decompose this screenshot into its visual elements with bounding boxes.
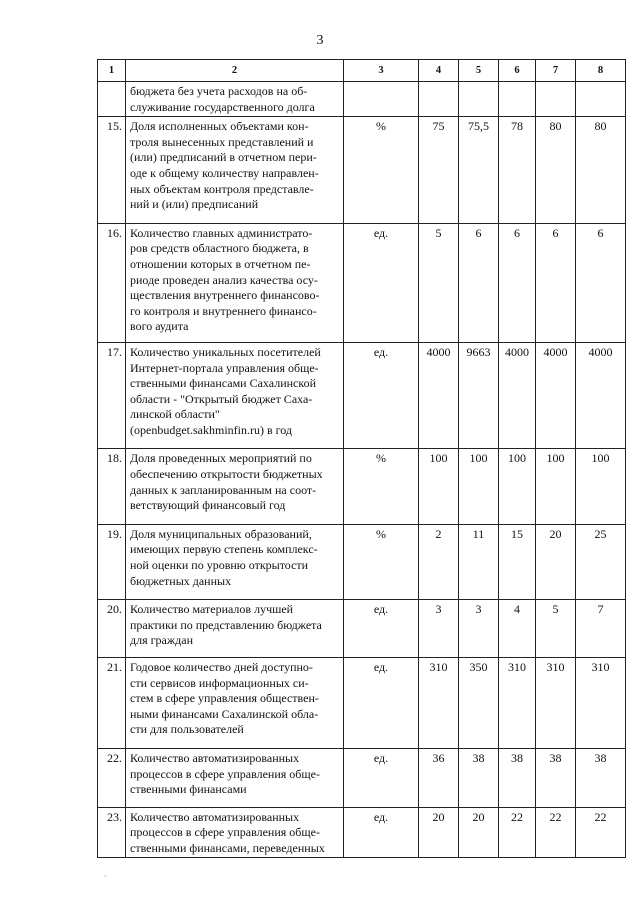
value-cell: 9663 [459, 342, 499, 449]
value-cell: 38 [576, 748, 626, 807]
row-number: 16. [98, 223, 126, 342]
value-cell: 38 [459, 748, 499, 807]
header-row [98, 60, 626, 82]
value-cell [576, 82, 626, 117]
value-cell: 22 [576, 807, 626, 857]
indicator-name: Доля исполненных объектами кон- троля вынесенных представлений и (или) предписаний в отчетном пери- оде к общему количеству направлен- ных объектам контроля представле- ний и (или) предписаний [126, 117, 344, 224]
value-cell: 6 [459, 223, 499, 342]
indicators-table [97, 59, 626, 858]
value-cell: 100 [576, 449, 626, 524]
indicator-name: Количество автоматизированных процессов в сфере управления обще- ственными финансами [126, 748, 344, 807]
row-number: 20. [98, 600, 126, 658]
value-cell: 11 [459, 524, 499, 599]
table-row [98, 524, 626, 599]
value-cell: 75 [419, 117, 459, 224]
value-cell: 350 [459, 658, 499, 749]
unit-cell: ед. [344, 342, 419, 449]
scan-mark: ˎ [104, 868, 107, 877]
row-number: 18. [98, 449, 126, 524]
value-cell: 78 [499, 117, 536, 224]
row-number: 17. [98, 342, 126, 449]
value-cell: 20 [419, 807, 459, 857]
value-cell: 22 [499, 807, 536, 857]
header-cell: 6 [499, 60, 536, 82]
value-cell: 100 [536, 449, 576, 524]
unit-cell [344, 82, 419, 117]
value-cell: 15 [499, 524, 536, 599]
value-cell [459, 82, 499, 117]
value-cell: 4000 [536, 342, 576, 449]
row-number: 21. [98, 658, 126, 749]
page-number: 3 [316, 33, 324, 48]
value-cell: 7 [576, 600, 626, 658]
unit-cell: ед. [344, 807, 419, 857]
row-number [98, 82, 126, 117]
indicator-name: бюджета без учета расходов на об- служивание государственного долга [126, 82, 344, 117]
row-number: 23. [98, 807, 126, 857]
header-cell: 8 [576, 60, 626, 82]
value-cell: 6 [536, 223, 576, 342]
indicator-name: Годовое количество дней доступно- сти сервисов информационных си- стем в сфере управления обществен- ными финансами Сахалинской обла- сти для пользователей [126, 658, 344, 749]
unit-cell: ед. [344, 748, 419, 807]
table-row [98, 342, 626, 449]
table-row [98, 223, 626, 342]
value-cell: 5 [536, 600, 576, 658]
header-cell: 5 [459, 60, 499, 82]
unit-cell: ед. [344, 223, 419, 342]
value-cell: 6 [576, 223, 626, 342]
value-cell: 4000 [419, 342, 459, 449]
value-cell: 310 [576, 658, 626, 749]
unit-cell: ед. [344, 600, 419, 658]
indicator-name: Количество главных администрато- ров средств областного бюджета, в отношении которых в отчетном пе- риоде проведен анализ качества осу- ществления внутреннего финансово- го контроля и внутреннего финансо- вого аудита [126, 223, 344, 342]
value-cell: 5 [419, 223, 459, 342]
value-cell [536, 82, 576, 117]
value-cell: 4000 [499, 342, 536, 449]
value-cell: 25 [576, 524, 626, 599]
table-row [98, 748, 626, 807]
indicator-name: Доля муниципальных образований, имеющих первую степень комплекс- ной оценки по уровню открытости бюджетных данных [126, 524, 344, 599]
row-number: 15. [98, 117, 126, 224]
value-cell: 22 [536, 807, 576, 857]
value-cell: 20 [459, 807, 499, 857]
indicator-name: Количество уникальных посетителей Интернет-портала управления обще- ственными финансами Сахалинской области - "Открытый бюджет Саха- линской области" (openbudget.sakhminfin.ru) в год [126, 342, 344, 449]
value-cell: 3 [419, 600, 459, 658]
unit-cell: % [344, 524, 419, 599]
header-cell: 3 [344, 60, 419, 82]
value-cell: 2 [419, 524, 459, 599]
value-cell: 3 [459, 600, 499, 658]
table-row [98, 449, 626, 524]
table-row [98, 600, 626, 658]
value-cell: 36 [419, 748, 459, 807]
table-row [98, 82, 626, 117]
value-cell: 20 [536, 524, 576, 599]
value-cell: 75,5 [459, 117, 499, 224]
value-cell: 310 [419, 658, 459, 749]
value-cell: 100 [419, 449, 459, 524]
table-row [98, 117, 626, 224]
row-number: 22. [98, 748, 126, 807]
value-cell [499, 82, 536, 117]
unit-cell: % [344, 117, 419, 224]
value-cell: 4 [499, 600, 536, 658]
indicator-name: Доля проведенных мероприятий по обеспечению открытости бюджетных данных к запланированным на соот- ветствующий финансовый год [126, 449, 344, 524]
header-cell: 7 [536, 60, 576, 82]
value-cell: 80 [576, 117, 626, 224]
value-cell: 38 [499, 748, 536, 807]
unit-cell: ед. [344, 658, 419, 749]
value-cell [419, 82, 459, 117]
indicator-name: Количество материалов лучшей практики по представлению бюджета для граждан [126, 600, 344, 658]
value-cell: 100 [499, 449, 536, 524]
unit-cell: % [344, 449, 419, 524]
header-cell: 1 [98, 60, 126, 82]
value-cell: 6 [499, 223, 536, 342]
value-cell: 310 [536, 658, 576, 749]
table-row [98, 807, 626, 857]
header-cell: 4 [419, 60, 459, 82]
indicator-name: Количество автоматизированных процессов в сфере управления обще- ственными финансами, переведенных [126, 807, 344, 857]
table-row [98, 658, 626, 749]
value-cell: 4000 [576, 342, 626, 449]
header-cell: 2 [126, 60, 344, 82]
value-cell: 38 [536, 748, 576, 807]
row-number: 19. [98, 524, 126, 599]
value-cell: 100 [459, 449, 499, 524]
value-cell: 310 [499, 658, 536, 749]
value-cell: 80 [536, 117, 576, 224]
